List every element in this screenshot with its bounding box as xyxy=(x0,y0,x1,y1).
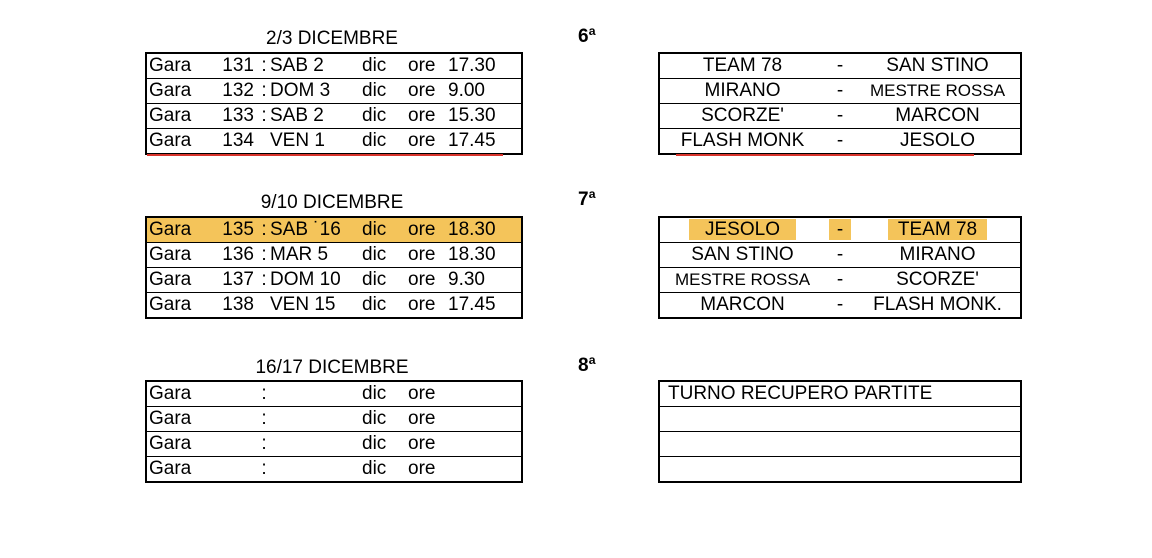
match-table-2 xyxy=(658,216,1022,319)
separator: : xyxy=(258,243,270,268)
game-time xyxy=(448,457,522,483)
separator xyxy=(258,293,270,319)
game-time: 18.30 xyxy=(448,243,522,268)
away-team: SCORZE' xyxy=(855,268,1021,293)
game-time: 17.30 xyxy=(448,53,522,79)
table-row xyxy=(146,457,522,483)
game-day xyxy=(270,381,362,407)
game-number: 135 xyxy=(212,217,258,243)
ore-label: ore xyxy=(408,104,448,129)
table-row xyxy=(146,79,522,104)
away-team: FLASH MONK. xyxy=(855,293,1021,319)
vs-dash: - xyxy=(825,293,855,319)
home-team: SCORZE' xyxy=(659,104,825,129)
game-month: dic xyxy=(362,457,408,483)
home-team-label: JESOLO xyxy=(689,219,796,240)
game-number: 137 xyxy=(212,268,258,293)
game-day: MAR 5 xyxy=(270,243,362,268)
ore-label: ore xyxy=(408,243,448,268)
game-month: dic xyxy=(362,293,408,319)
away-team: MESTRE ROSSA xyxy=(855,79,1021,104)
game-month: dic xyxy=(362,243,408,268)
away-team: JESOLO xyxy=(855,129,1021,155)
vs-dash: - xyxy=(825,268,855,293)
table-row xyxy=(659,104,1021,129)
game-day: VEN 15 xyxy=(270,293,362,319)
game-month: dic xyxy=(362,129,408,155)
separator xyxy=(258,129,270,155)
gara-label: Gara xyxy=(146,104,212,129)
game-number xyxy=(212,407,258,432)
vs-dash: - xyxy=(825,243,855,268)
table-row xyxy=(659,129,1021,155)
game-day: SAB ˙16 xyxy=(270,217,362,243)
vs-dash: - xyxy=(825,129,855,155)
home-team: TEAM 78 xyxy=(659,53,825,79)
gara-label: Gara xyxy=(146,217,212,243)
empty-cell xyxy=(659,407,1021,432)
separator: : xyxy=(258,432,270,457)
game-time xyxy=(448,432,522,457)
empty-cell xyxy=(659,457,1021,483)
game-day xyxy=(270,432,362,457)
home-team: MIRANO xyxy=(659,79,825,104)
game-day: SAB 2 xyxy=(270,104,362,129)
away-team: MARCON xyxy=(855,104,1021,129)
game-month: dic xyxy=(362,53,408,79)
table-row xyxy=(659,432,1021,457)
home-team xyxy=(659,217,825,243)
away-team: MIRANO xyxy=(855,243,1021,268)
home-team: MESTRE ROSSA xyxy=(659,268,825,293)
gara-label: Gara xyxy=(146,243,212,268)
game-time xyxy=(448,407,522,432)
away-team xyxy=(855,217,1021,243)
table-row xyxy=(659,268,1021,293)
game-number: 131 xyxy=(212,53,258,79)
table-row xyxy=(146,129,522,155)
empty-cell xyxy=(659,432,1021,457)
game-month: dic xyxy=(362,104,408,129)
table-row xyxy=(146,268,522,293)
game-day xyxy=(270,457,362,483)
table-row xyxy=(659,217,1021,243)
game-time: 17.45 xyxy=(448,293,522,319)
game-month: dic xyxy=(362,407,408,432)
separator: : xyxy=(258,407,270,432)
period-title-1: 2/3 DICEMBRE xyxy=(266,28,398,49)
ore-label: ore xyxy=(408,293,448,319)
game-day: DOM 3 xyxy=(270,79,362,104)
separator: : xyxy=(258,381,270,407)
away-team: SAN STINO xyxy=(855,53,1021,79)
table-row xyxy=(146,243,522,268)
game-number xyxy=(212,432,258,457)
game-number: 134 xyxy=(212,129,258,155)
home-team: FLASH MONK xyxy=(659,129,825,155)
game-number: 133 xyxy=(212,104,258,129)
round-label-2: 7ª xyxy=(578,189,596,210)
game-month: dic xyxy=(362,268,408,293)
ore-label: ore xyxy=(408,457,448,483)
game-month: dic xyxy=(362,217,408,243)
table-row xyxy=(659,457,1021,483)
vs-dash-label: - xyxy=(829,219,851,240)
schedule-table-1 xyxy=(145,52,523,155)
table-row xyxy=(659,407,1021,432)
game-number: 136 xyxy=(212,243,258,268)
gara-label: Gara xyxy=(146,293,212,319)
game-time: 15.30 xyxy=(448,104,522,129)
game-day xyxy=(270,407,362,432)
schedule-table-3 xyxy=(145,380,523,483)
table-row xyxy=(659,79,1021,104)
red-underline xyxy=(676,154,974,156)
vs-dash: - xyxy=(825,79,855,104)
game-day: DOM 10 xyxy=(270,268,362,293)
recovery-note: TURNO RECUPERO PARTITE xyxy=(659,381,1021,407)
game-number: 132 xyxy=(212,79,258,104)
table-row xyxy=(659,53,1021,79)
red-underline xyxy=(147,154,503,156)
gara-label: Gara xyxy=(146,129,212,155)
match-table-3 xyxy=(658,380,1022,483)
table-row xyxy=(146,432,522,457)
game-month: dic xyxy=(362,79,408,104)
game-number xyxy=(212,457,258,483)
table-row xyxy=(146,407,522,432)
round-label-1: 6ª xyxy=(578,26,596,47)
gara-label: Gara xyxy=(146,381,212,407)
round-label-3: 8ª xyxy=(578,355,596,376)
vs-dash xyxy=(825,217,855,243)
separator: : xyxy=(258,104,270,129)
ore-label: ore xyxy=(408,53,448,79)
game-month: dic xyxy=(362,381,408,407)
gara-label: Gara xyxy=(146,268,212,293)
game-number: 138 xyxy=(212,293,258,319)
period-title-3: 16/17 DICEMBRE xyxy=(255,357,409,378)
gara-label: Gara xyxy=(146,407,212,432)
vs-dash: - xyxy=(825,104,855,129)
separator: : xyxy=(258,268,270,293)
away-team-label: TEAM 78 xyxy=(888,219,987,240)
table-row xyxy=(146,293,522,319)
game-month: dic xyxy=(362,432,408,457)
separator: : xyxy=(258,457,270,483)
ore-label: ore xyxy=(408,432,448,457)
ore-label: ore xyxy=(408,268,448,293)
gara-label: Gara xyxy=(146,53,212,79)
home-team: MARCON xyxy=(659,293,825,319)
game-time: 18.30 xyxy=(448,217,522,243)
game-day: SAB 2 xyxy=(270,53,362,79)
ore-label: ore xyxy=(408,129,448,155)
table-row xyxy=(146,53,522,79)
table-row xyxy=(146,104,522,129)
ore-label: ore xyxy=(408,407,448,432)
separator: : xyxy=(258,53,270,79)
home-team: SAN STINO xyxy=(659,243,825,268)
ore-label: ore xyxy=(408,79,448,104)
game-time: 17.45 xyxy=(448,129,522,155)
vs-dash: - xyxy=(825,53,855,79)
schedule-table-2 xyxy=(145,216,523,319)
gara-label: Gara xyxy=(146,432,212,457)
table-row xyxy=(659,293,1021,319)
table-row xyxy=(146,381,522,407)
separator: : xyxy=(258,217,270,243)
separator: : xyxy=(258,79,270,104)
game-time: 9.00 xyxy=(448,79,522,104)
ore-label: ore xyxy=(408,217,448,243)
ore-label: ore xyxy=(408,381,448,407)
game-number xyxy=(212,381,258,407)
game-time xyxy=(448,381,522,407)
gara-label: Gara xyxy=(146,79,212,104)
table-row xyxy=(659,243,1021,268)
match-table-1 xyxy=(658,52,1022,155)
gara-label: Gara xyxy=(146,457,212,483)
period-title-2: 9/10 DICEMBRE xyxy=(260,192,404,213)
table-row xyxy=(146,217,522,243)
game-time: 9.30 xyxy=(448,268,522,293)
game-day: VEN 1 xyxy=(270,129,362,155)
table-row xyxy=(659,381,1021,407)
